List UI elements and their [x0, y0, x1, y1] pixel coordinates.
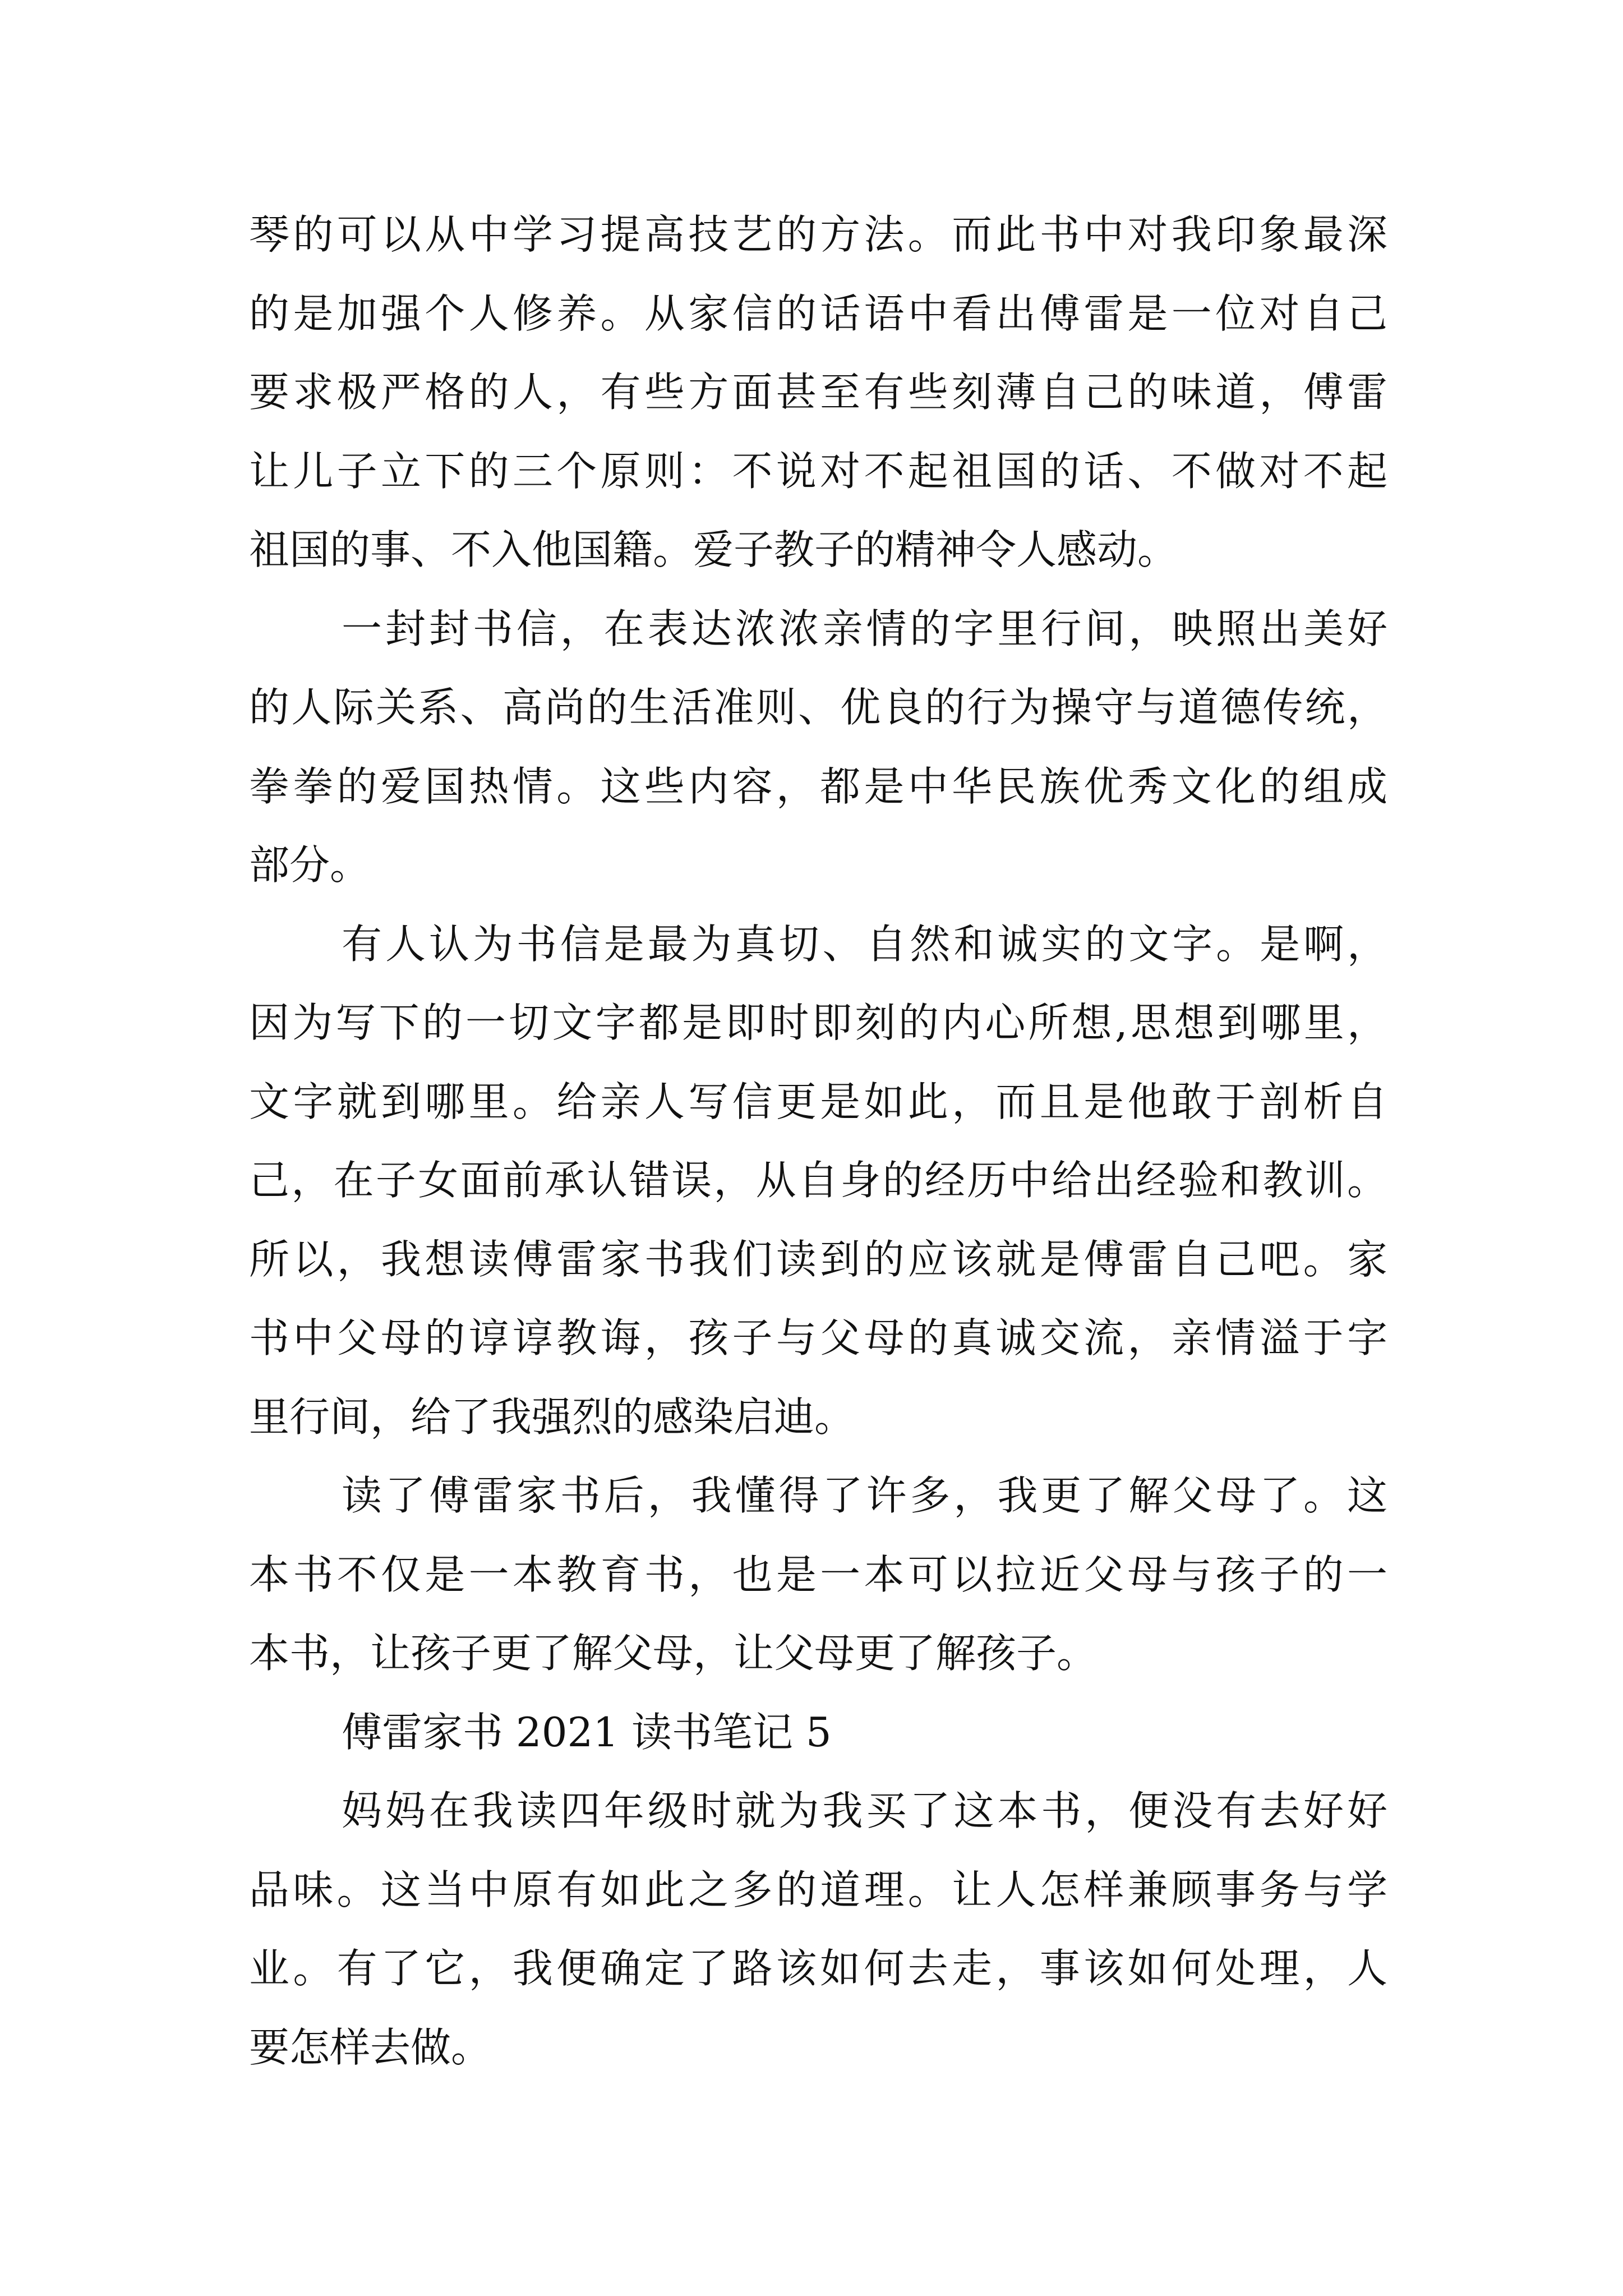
text-line: 本书不仅是一本教育书，也是一本可以拉近父母与孩子的一 — [249, 1551, 1387, 1598]
text-line: 琴的可以从中学习提高技艺的方法。而此书中对我印象最深 — [249, 211, 1387, 258]
text-line: 部分。 — [249, 841, 371, 889]
text-line: 的人际关系、高尚的生活准则、优良的行为操守与道德传统， — [249, 684, 1387, 731]
text-line: 要怎样去做。 — [249, 2024, 492, 2071]
text-line: 让儿子立下的三个原则：不说对不起祖国的话、不做对不起 — [249, 448, 1387, 495]
text-line: 因为写下的一切文字都是即时即刻的内心所想,思想到哪里， — [249, 999, 1387, 1046]
paragraph-first-line: 傅雷家书 2021 读书笔记 5 — [342, 1709, 832, 1756]
paragraph-first-line: 一封封书信，在表达浓浓亲情的字里行间，映照出美好 — [342, 605, 1387, 652]
text-line: 书中父母的谆谆教诲，孩子与父母的真诚交流，亲情溢于字 — [249, 1314, 1387, 1361]
text-line: 的是加强个人修养。从家信的话语中看出傅雷是一位对自己 — [249, 290, 1387, 337]
paragraph-first-line: 读了傅雷家书后，我懂得了许多，我更了解父母了。这 — [342, 1472, 1387, 1519]
text-line: 祖国的事、不入他国籍。爱子教子的精神令人感动。 — [249, 526, 1178, 573]
text-line: 所以，我想读傅雷家书我们读到的应该就是傅雷自己吧。家 — [249, 1236, 1387, 1283]
text-line: 要求极严格的人，有些方面甚至有些刻薄自己的味道，傅雷 — [249, 369, 1387, 416]
text-line: 文字就到哪里。给亲人写信更是如此，而且是他敢于剖析自 — [249, 1078, 1387, 1125]
text-line: 品味。这当中原有如此之多的道理。让人怎样兼顾事务与学 — [249, 1866, 1387, 1913]
text-line: 拳拳的爱国热情。这些内容，都是中华民族优秀文化的组成 — [249, 763, 1387, 810]
text-line: 本书，让孩子更了解父母，让父母更了解孩子。 — [249, 1630, 1098, 1677]
paragraph-first-line: 有人认为书信是最为真切、自然和诚实的文字。是啊， — [342, 921, 1387, 968]
text-line: 里行间，给了我强烈的感染启迪。 — [249, 1393, 855, 1441]
text-line: 业。有了它，我便确定了路该如何去走，事该如何处理，人 — [249, 1945, 1387, 1992]
paragraph-first-line: 妈妈在我读四年级时就为我买了这本书，便没有去好好 — [342, 1787, 1387, 1834]
text-line: 己，在子女面前承认错误，从自身的经历中给出经验和教训。 — [249, 1157, 1387, 1204]
